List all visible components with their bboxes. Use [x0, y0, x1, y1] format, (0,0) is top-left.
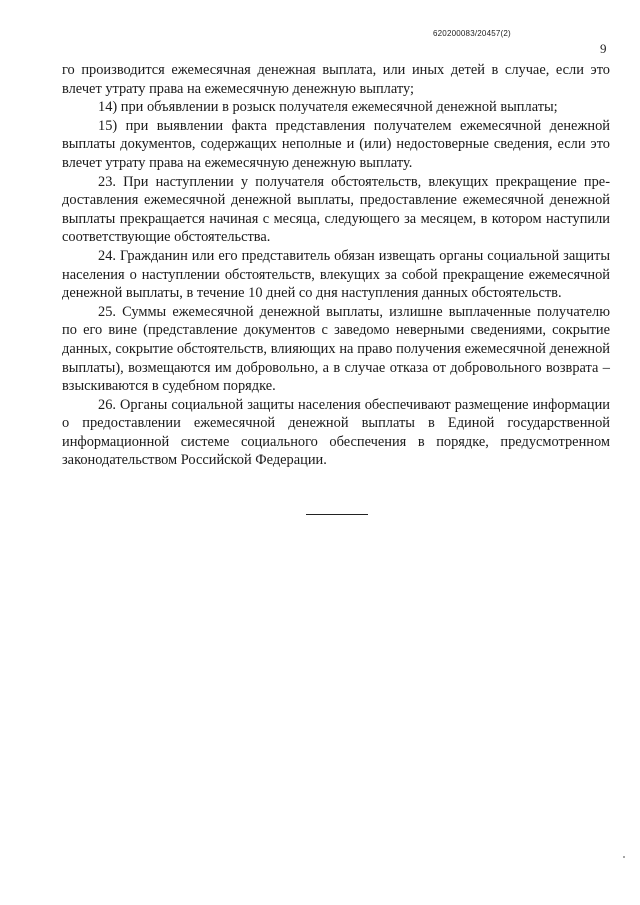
list-item-14: 14) при объявлении в розыск получателя ежемесячной денежной выплаты; [98, 99, 558, 116]
scan-speck [623, 856, 625, 858]
clause-23: 23. При наступлении у получателя обстоятельств, влекущих прекращение предоставления ежемесячной денежной выплаты, предоставление ежемесячной денежной выплаты прекращается начиная с месяца, следующего за месяцем, в котором наступили соответствующие обстоятельства. [62, 173, 610, 246]
clause-26: 26. Органы социальной защиты населения обеспечивают размещение информации о предоставлении ежемесячной денежной выплаты в Единой государственной информационной системе социального обеспечения в порядке, предусмотренном законодательством Российской Федерации. [62, 396, 610, 469]
page-number: 9 [600, 41, 607, 56]
paragraph-continuation: го производится ежемесячная денежная выплата, или иных детей в случае, если это влечет утрату права на ежемесячную денежную выплату; [62, 62, 610, 97]
end-of-document-line [306, 514, 368, 515]
list-item-15: 15) при выявлении факта представления получателем ежемесячной денежной выплаты документов, содержащих неполные и (или) недостоверные сведения, если это влечет утрату права на ежемесячную денежную выплату. [62, 117, 610, 171]
document-id: 620200083/20457(2) [433, 29, 511, 38]
clause-24: 24. Гражданин или его представитель обязан извещать органы социальной защиты населения о наступлении обстоятельств, влекущих за собой прекращение ежемесячной денежной выплаты, в течение 10 дней со дня наступления данных обстоятельств. [62, 247, 610, 302]
clause-25: 25. Суммы ежемесячной денежной выплаты, излишне выплаченные получателю по его вине (представление документов с заведомо неверными сведениями, сокрытие данных, сокрытие обстоятельств, влияющих на право получения ежемесячной денежной выплаты), возмещаются им добровольно, а в случае отказа от добровольного возврата – взыскиваются в судебном порядке. [62, 303, 610, 395]
document-body [62, 61, 610, 470]
